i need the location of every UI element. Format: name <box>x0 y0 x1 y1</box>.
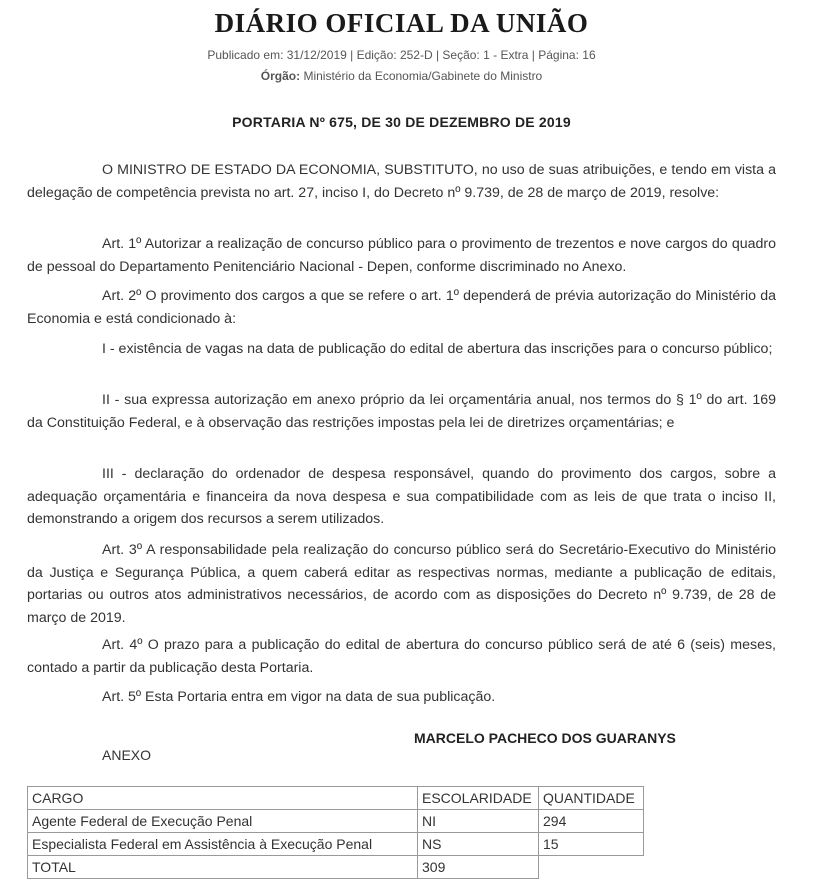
issuing-body <box>0 69 803 83</box>
article-5: Art. 5º Esta Portaria entra em vigor na data de sua publicação. <box>102 689 496 705</box>
annex-table <box>27 786 644 879</box>
article-2-inciso-3: III - declaração do ordenador de despesa responsável, quando do provimento dos cargos, sobre a adequação orçamentária e financeira da nova despesa e sua compatibilidade com as leis de que trata o inciso II, demonstrando a origem dos recursos a serem utilizados. <box>27 466 776 527</box>
column-header: QUANTIDADE <box>539 787 644 810</box>
table-cell-empty <box>539 856 644 879</box>
signatory-name: MARCELO PACHECO DOS GUARANYS <box>414 730 676 746</box>
column-header: CARGO <box>28 787 418 810</box>
article-4: Art. 4º O prazo para a publicação do edital de abertura do concurso público será de até 6 (seis) meses, contado a partir da publicação desta Portaria. <box>27 637 776 676</box>
table-cell: TOTAL <box>28 856 418 879</box>
table-cell: Especialista Federal em Assistência à Execução Penal <box>28 833 418 856</box>
issuing-body-value: Ministério da Economia/Gabinete do Ministro <box>303 69 543 83</box>
table-header-row <box>28 787 644 810</box>
table-cell: Agente Federal de Execução Penal <box>28 810 418 833</box>
table-cell: NS <box>418 833 539 856</box>
table-cell: 294 <box>539 810 644 833</box>
newspaper-masthead: DIÁRIO OFICIAL DA UNIÃO <box>214 8 589 38</box>
publication-info: Publicado em: 31/12/2019 | Edição: 252-D | Seção: 1 - Extra | Página: 16 <box>207 48 596 62</box>
table-total-row <box>28 856 644 879</box>
table-cell: NI <box>418 810 539 833</box>
table-cell: 15 <box>539 833 644 856</box>
article-2-inciso-2: II - sua expressa autorização em anexo próprio da lei orçamentária anual, nos termos do § 1º do art. 169 da Constituição Federal, e à observação das restrições impostas pela lei de diretrizes orçamentárias; e <box>27 392 776 431</box>
table-cell: 309 <box>418 856 539 879</box>
table-row <box>28 833 644 856</box>
document-title: PORTARIA Nº 675, DE 30 DE DEZEMBRO DE 2019 <box>232 114 571 130</box>
article-2-inciso-1: I - existência de vagas na data de publicação do edital de abertura das inscrições para o concurso público; <box>102 341 773 357</box>
table-row <box>28 810 644 833</box>
column-header: ESCOLARIDADE <box>418 787 539 810</box>
issuing-body-label: Órgão: <box>260 69 301 83</box>
preamble-paragraph: O MINISTRO DE ESTADO DA ECONOMIA, SUBSTITUTO, no uso de suas atribuições, e tendo em vista a delegação de competência prevista no art. 27, inciso I, do Decreto nº 9.739, de 28 de março de 2019, resolve: <box>27 162 776 201</box>
article-2: Art. 2º O provimento dos cargos a que se refere o art. 1º dependerá de prévia autorização do Ministério da Economia e está condicionado à: <box>27 288 776 327</box>
article-1: Art. 1º Autorizar a realização de concurso público para o provimento de trezentos e nove cargos do quadro de pessoal do Departamento Penitenciário Nacional - Depen, conforme discriminado no Anexo. <box>27 236 776 275</box>
annex-label: ANEXO <box>102 747 152 763</box>
article-3: Art. 3º A responsabilidade pela realização do concurso público será do Secretário-Executivo do Ministério da Justiça e Segurança Pública, a quem caberá editar as respectivas normas, mediante a publicação de editais, portarias ou outros atos administrativos necessários, de acordo com as disposições do Decreto nº 9.739, de 28 de março de 2019. <box>27 542 776 626</box>
